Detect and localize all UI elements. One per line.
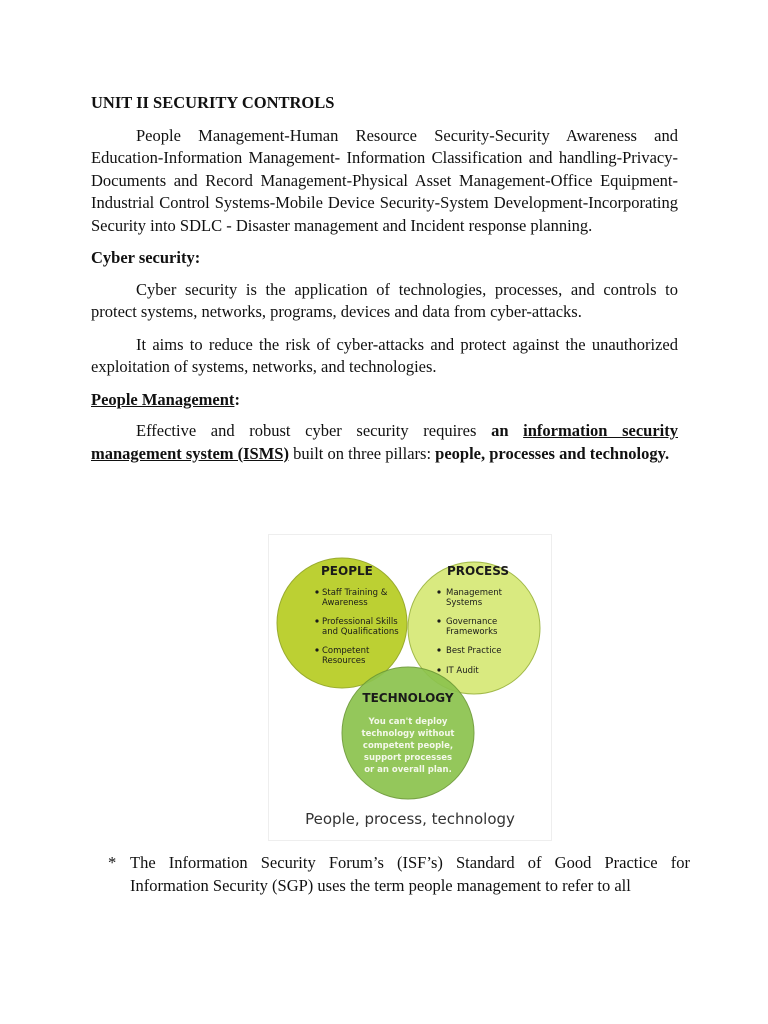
- pm-text-start: Effective and robust cyber security requires: [136, 421, 492, 440]
- people-management-paragraph: [91, 420, 678, 465]
- unit-title: UNIT II SECURITY CONTROLS: [91, 93, 335, 112]
- people-item-text: Competent: [322, 646, 370, 656]
- people-process-technology-figure: [268, 534, 552, 841]
- pm-text-mid: built on three pillars:: [288, 443, 436, 463]
- technology-title: TECHNOLOGY: [362, 691, 454, 705]
- people-title: PEOPLE: [321, 564, 373, 578]
- process-item-text: IT Audit: [446, 666, 479, 676]
- figure-caption: People, process, technology: [305, 810, 515, 828]
- process-item-text: Frameworks: [446, 627, 498, 637]
- people-management-heading-text: People Management: [91, 389, 235, 409]
- process-item-text: Governance: [446, 617, 498, 627]
- bullet-list: [108, 852, 690, 897]
- people-item-text: and Qualifications: [322, 627, 399, 637]
- technology-text: or an overall plan.: [364, 765, 452, 775]
- bullet-dot: [315, 648, 318, 651]
- bullet-dot: [437, 619, 440, 622]
- people-item-text: Staff Training &: [322, 588, 388, 598]
- bullet-dot: [315, 590, 318, 593]
- intro-paragraph: People Management-Human Resource Security-Security Awareness and Education-Information Management- Information Classification and handling-Privacy-Documents and Record Management-Physical Asset Management-Office Equipment-Industrial Control Systems-Mobile Device Security-System Development-Incorporating Security into SDLC - Disaster management and Incident response planning.: [91, 125, 678, 235]
- people-management-heading: [91, 389, 678, 412]
- process-item-text: Best Practice: [446, 646, 502, 656]
- people-item-text: Awareness: [322, 598, 368, 608]
- pm-text-pillars: people, processes and technology.: [435, 443, 670, 463]
- technology-text: competent people,: [362, 741, 454, 751]
- document-body: [91, 92, 678, 475]
- bullet-dot: [437, 648, 440, 651]
- people-management-heading-colon: :: [234, 389, 240, 409]
- bullet-dot: [437, 590, 440, 593]
- list-item: [108, 852, 690, 897]
- pm-text-an: an: [491, 421, 524, 440]
- cyber-security-paragraph-1: Cyber security is the application of technologies, processes, and controls to protect systems, networks, programs, devices and data from cyber-attacks.: [91, 279, 678, 321]
- technology-text: technology without: [361, 729, 455, 739]
- technology-text: You can't deploy: [368, 717, 448, 727]
- bullet-marker: *: [108, 853, 117, 872]
- process-item-text: Management: [446, 588, 502, 598]
- venn-diagram: [269, 535, 551, 840]
- bullet-text: The Information Security Forum’s (ISF’s) Standard of Good Practice for Information Security (SGP) uses the term people management to refer to all: [130, 853, 690, 895]
- isms-link[interactable]: information security management system (ISMS): [91, 421, 678, 463]
- bullet-dot: [437, 668, 440, 671]
- cyber-security-paragraph-2: It aims to reduce the risk of cyber-attacks and protect against the unauthorized exploitation of systems, networks, and technologies.: [91, 334, 678, 376]
- process-item-text: Systems: [446, 598, 483, 608]
- people-item-text: Professional Skills: [322, 617, 398, 627]
- technology-text: support processes: [363, 753, 453, 763]
- process-title: PROCESS: [447, 564, 509, 578]
- bullet-dot: [315, 619, 318, 622]
- cyber-security-heading: Cyber security:: [91, 248, 201, 267]
- people-item-text: Resources: [322, 656, 366, 666]
